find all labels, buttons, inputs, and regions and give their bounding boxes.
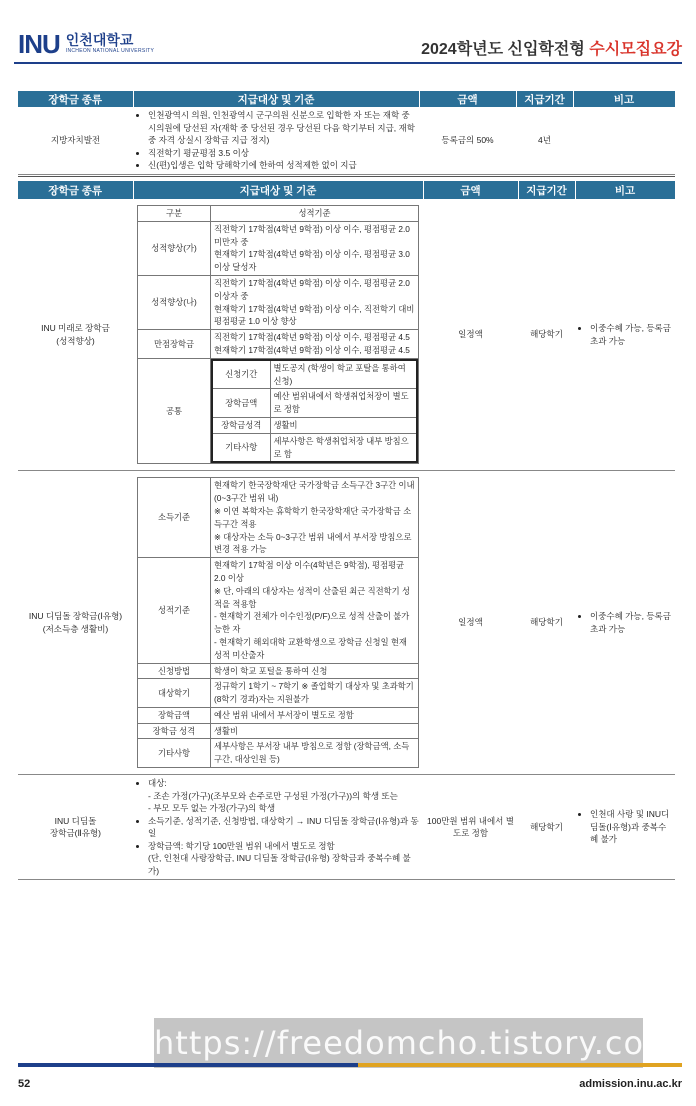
inner-value: 직전학기 17학점(4학년 9학점) 이상 이수, 평점평균 4.5 현재학기 17학점(4학년 9학점) 이상 이수, 평점평균 4.5 (211, 330, 419, 359)
scholarship-name (18, 199, 133, 471)
inner-key: 장학금 성격 (138, 723, 211, 739)
period-cell: 해당학기 (518, 199, 575, 471)
inner-value: 직전학기 17학점(4학년 9학점) 이상 이수, 평점평균 2.0 이상자 중 현재학기 17학점(4학년 9학점) 이상 이수, 직전학기 대비 평점평균 1.0 이상 향상 (211, 275, 419, 329)
criteria-item: • 장학금액: 학기당 100만원 범위 내에서 별도로 정함 (단, 인천대 사랑장학금, INU 디딤돌 장학금(Ⅰ유형) 장학금과 중복수혜 불가) (148, 840, 419, 878)
inner-head-div: 구분 (138, 206, 211, 222)
inner-value: 정규학기 1학기 ~ 7학기 ※ 졸업학기 대상자 및 초과학기(8학기 경과)자는 지원불가 (211, 679, 419, 708)
scholarship-name (18, 471, 133, 775)
mirae-criteria-table (137, 205, 419, 464)
amount-cell: 일정액 (423, 471, 518, 775)
inner-value: 예산 범위 내에서 부서장이 별도로 정함 (211, 707, 419, 723)
criteria-item: • 대상: - 조손 가정(가구)(조부모와 손주로만 구성된 가정(가구))의 학생 또는 - 부모 모두 없는 가정(가구)의 학생 (148, 777, 419, 815)
common-table (211, 359, 418, 464)
scholarship-name (18, 775, 133, 880)
scholarship-name: 지방자치발전 (18, 107, 133, 174)
col-type: 장학금 종류 (18, 91, 133, 107)
dream1-criteria-table (137, 477, 419, 768)
note-cell (575, 775, 675, 880)
inner-key: 성적향상(나) (138, 275, 211, 329)
scholarship-table-local (18, 91, 676, 175)
criteria-item: • 인천광역시 의원, 인천광역시 군구의원 신분으로 입학한 자 또는 재학 중 시의원에 당선된 자(재학 중 당선된 경우 당선된 다음 학기부터 지급, 재학 중 자격 상실시 장학금 지급 정지) (148, 109, 415, 147)
inner-key: 성적기준 (138, 558, 211, 663)
table-row-dream2 (18, 775, 675, 880)
criteria-cell (133, 107, 419, 174)
inner-key: 소득기준 (138, 478, 211, 558)
name-line: (저소득층 생활비) (42, 623, 109, 634)
name-line: INU 미래로 장학금 (41, 323, 110, 334)
name-line: 장학금(Ⅱ유형) (50, 828, 101, 839)
period-cell: 4년 (516, 107, 573, 174)
col-amount: 금액 (419, 91, 516, 107)
page-header (0, 0, 696, 62)
common-key: 신청기간 (212, 360, 270, 389)
criteria-cell (133, 199, 423, 471)
inner-value: 직전학기 17학점(4학년 9학점) 이상 이수, 평점평균 2.0 미만자 중 현재학기 17학점(4학년 9학점) 이상 이수, 평점평균 3.0 이상 달성자 (211, 221, 419, 275)
inner-key: 신청방법 (138, 663, 211, 679)
common-value: 세부사항은 학생취업처장 내부 방침으로 함 (270, 433, 417, 462)
inner-key: 성적향상(가) (138, 221, 211, 275)
page-title-accent: 수시모집요강 (589, 41, 682, 58)
criteria-item: • 소득기준, 성적기준, 신청방법, 대상학기 → INU 디딤돌 장학금(Ⅰ유형)과 동일 (148, 815, 419, 840)
footer-url[interactable]: admission.inu.ac.kr (579, 1078, 682, 1090)
col-type: 장학금 종류 (18, 181, 133, 199)
logo-korean: 인천대학교 (65, 32, 134, 48)
common-value: 예산 범위내에서 학생취업처장이 별도로 정함 (270, 389, 417, 418)
note-item: • 이중수혜 가능, 등록금 초과 가능 (590, 610, 671, 635)
scholarship-table-main (18, 181, 676, 880)
university-logo (18, 30, 154, 58)
table-row-mirae (18, 199, 675, 471)
name-line: (성적향상) (56, 335, 95, 346)
amount-cell: 일정액 (423, 199, 518, 471)
inner-key: 대상학기 (138, 679, 211, 708)
col-amount: 금액 (423, 181, 518, 199)
header-rule (14, 62, 682, 64)
logo-mark: INU (18, 28, 60, 59)
col-note: 비고 (573, 91, 675, 107)
note-cell (575, 199, 675, 471)
common-key: 장학금액 (212, 389, 270, 418)
page-title: 2024학년도 신입학전형 수시모집요강 (421, 41, 682, 58)
period-cell: 해당학기 (518, 775, 575, 880)
inner-value: 생활비 (211, 723, 419, 739)
inner-value: 현재학기 17학점 이상 이수(4학년은 9학점), 평점평균 2.0 이상 ※ 단, 아래의 대상자는 성적이 산출된 최근 직전학기 성적을 적용함 - 현재학기 전체가 이수인정(P/F)으로 성적 산출이 불가능한 자 - 현재학기 해외대학 교환학생으로 장학금 신청일 현재 성적 미산출자 (211, 558, 419, 663)
common-key: 장학금성격 (212, 417, 270, 433)
inner-key: 장학금액 (138, 707, 211, 723)
col-criteria: 지급대상 및 기준 (133, 91, 419, 107)
note-item: • 인천대 사랑 및 INU디딤돌(Ⅰ유형)과 중복수혜 불가 (590, 808, 671, 846)
inner-key: 만점장학금 (138, 330, 211, 359)
col-criteria: 지급대상 및 기준 (133, 181, 423, 199)
logo-english: INCHEON NATIONAL UNIVERSITY (65, 48, 155, 54)
common-key: 기타사항 (212, 433, 270, 462)
amount-cell: 등록금의 50% (419, 107, 516, 174)
footer-bar-navy (18, 1063, 358, 1067)
criteria-item: • 신(편)입생은 입학 당해학기에 한하여 성적제한 없이 지급 (148, 159, 415, 172)
note-cell (573, 107, 675, 174)
common-value: 별도공지 (학생이 학교 포탈을 통하여 신청) (270, 360, 417, 389)
watermark: https://freedomcho.tistory.com (154, 1018, 643, 1068)
amount-cell: 100만원 범위 내에서 별도로 정함 (423, 775, 518, 880)
name-line: INU 디딤돌 (54, 815, 97, 826)
col-period: 지급기간 (516, 91, 573, 107)
table-row-dream1 (18, 471, 675, 775)
note-item: • 이중수혜 가능, 등록금 초과 가능 (590, 322, 671, 347)
period-cell: 해당학기 (518, 471, 575, 775)
criteria-cell (133, 471, 423, 775)
inner-key: 기타사항 (138, 739, 211, 768)
inner-value: 학생이 학교 포털을 통하여 신청 (211, 663, 419, 679)
note-cell (575, 471, 675, 775)
criteria-cell (133, 775, 423, 880)
inner-head-crit: 성적기준 (211, 206, 419, 222)
section-divider (18, 176, 675, 177)
name-line: INU 디딤돌 장학금(Ⅰ유형) (28, 611, 123, 622)
inner-value: 세부사항은 부서장 내부 방침으로 정함 (장학금액, 소득구간, 대상인원 등) (211, 739, 419, 768)
criteria-item: • 직전학기 평균평점 3.5 이상 (148, 147, 415, 160)
common-block (211, 358, 419, 464)
inner-key-common: 공통 (138, 358, 211, 464)
col-period: 지급기간 (518, 181, 575, 199)
common-value: 생활비 (270, 417, 417, 433)
col-note: 비고 (575, 181, 675, 199)
page-number: 52 (18, 1078, 31, 1090)
inner-value: 현재학기 한국장학재단 국가장학금 소득구간 3구간 이내 (0~3구간 범위 내) ※ 이연 복학자는 휴학학기 한국장학재단 국가장학금 소득구간 적용 ※ 대상자는 소득 0~3구간 범위 내에서 부서장 방침으로 변경 적용 가능 (211, 478, 419, 558)
footer-bar-gold (358, 1063, 682, 1067)
